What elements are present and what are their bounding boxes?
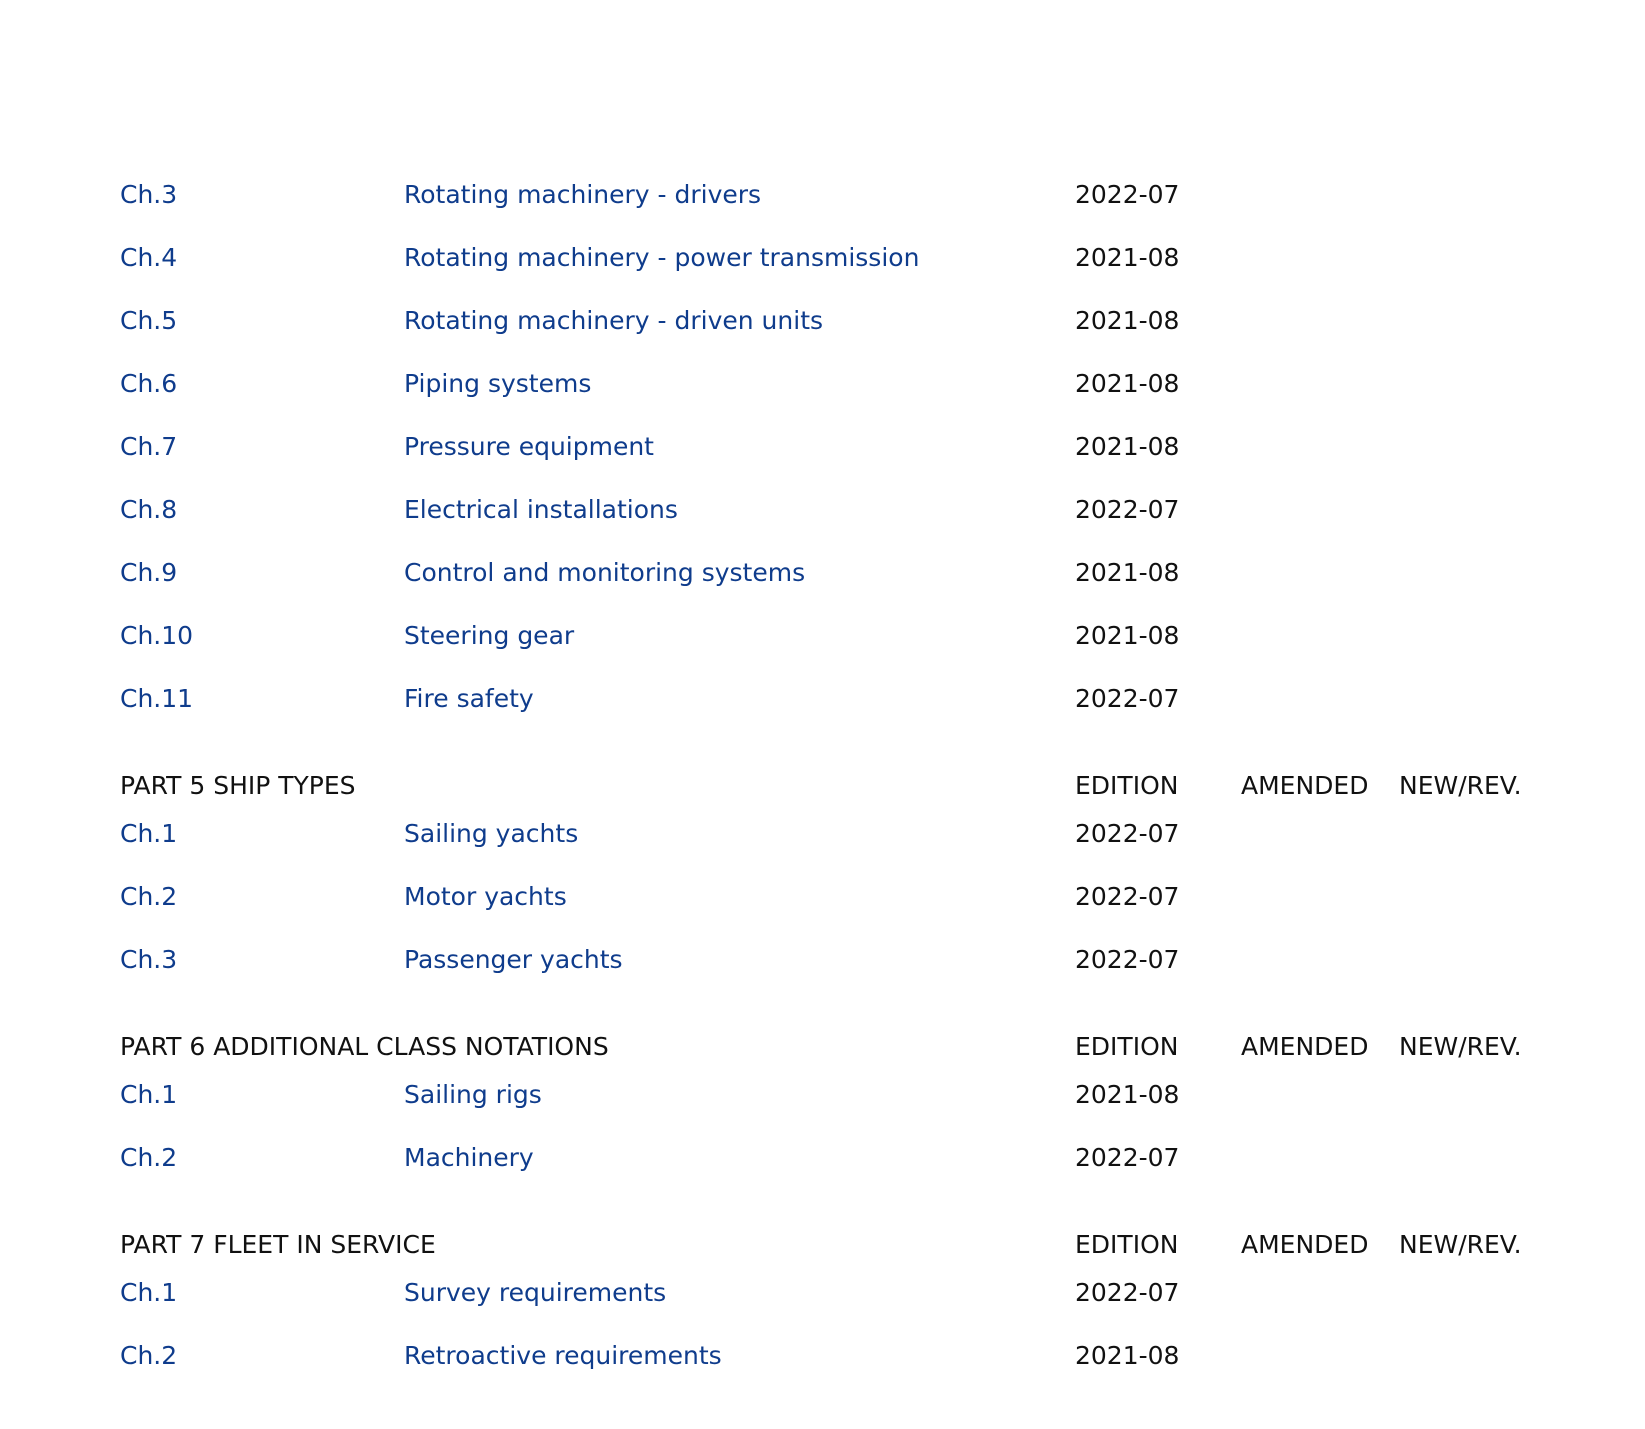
column-header-edition: EDITION — [1075, 1230, 1179, 1259]
chapter-edition: 2021-08 — [1075, 306, 1180, 335]
chapter-title-link[interactable]: Piping systems — [404, 369, 592, 398]
chapter-number-link[interactable]: Ch.2 — [120, 1143, 178, 1172]
chapter-number-link[interactable]: Ch.2 — [120, 882, 178, 911]
chapter-title-link[interactable]: Motor yachts — [404, 882, 567, 911]
column-header-amended: AMENDED — [1241, 771, 1369, 800]
chapter-number-link[interactable]: Ch.7 — [120, 432, 178, 461]
chapter-title-link[interactable]: Rotating machinery - drivers — [404, 180, 762, 209]
chapter-row — [0, 877, 1645, 917]
chapter-row — [0, 1138, 1645, 1178]
chapter-edition: 2021-08 — [1075, 558, 1180, 587]
chapter-title-link[interactable]: Rotating machinery - power transmission — [404, 243, 920, 272]
chapter-number-link[interactable]: Ch.1 — [120, 1278, 178, 1307]
chapter-number-link[interactable]: Ch.9 — [120, 558, 178, 587]
chapter-row — [0, 814, 1645, 854]
column-header-amended: AMENDED — [1241, 1230, 1369, 1259]
section-header-row — [0, 766, 1645, 806]
chapter-row — [0, 1336, 1645, 1376]
chapter-edition: 2022-07 — [1075, 1278, 1180, 1307]
chapter-edition: 2022-07 — [1075, 180, 1180, 209]
chapter-edition: 2021-08 — [1075, 243, 1180, 272]
section-header-row — [0, 1027, 1645, 1067]
chapter-row — [0, 679, 1645, 719]
chapter-title-link[interactable]: Sailing rigs — [404, 1080, 542, 1109]
chapter-edition: 2022-07 — [1075, 684, 1180, 713]
chapter-row — [0, 175, 1645, 215]
chapter-title-link[interactable]: Sailing yachts — [404, 819, 579, 848]
chapter-row — [0, 1273, 1645, 1313]
chapter-edition: 2022-07 — [1075, 1143, 1180, 1172]
chapter-number-link[interactable]: Ch.1 — [120, 1080, 178, 1109]
column-header-new-rev: NEW/REV. — [1399, 1032, 1522, 1061]
chapter-title-link[interactable]: Electrical installations — [404, 495, 678, 524]
chapter-number-link[interactable]: Ch.10 — [120, 621, 194, 650]
chapter-row — [0, 427, 1645, 467]
chapter-edition: 2022-07 — [1075, 882, 1180, 911]
chapter-number-link[interactable]: Ch.3 — [120, 945, 178, 974]
chapter-edition: 2021-08 — [1075, 1341, 1180, 1370]
chapter-title-link[interactable]: Machinery — [404, 1143, 534, 1172]
section-heading: PART 6 ADDITIONAL CLASS NOTATIONS — [120, 1032, 609, 1061]
column-header-new-rev: NEW/REV. — [1399, 771, 1522, 800]
chapter-row — [0, 364, 1645, 404]
chapter-row — [0, 553, 1645, 593]
column-header-edition: EDITION — [1075, 1032, 1179, 1061]
chapter-title-link[interactable]: Rotating machinery - driven units — [404, 306, 824, 335]
chapter-number-link[interactable]: Ch.4 — [120, 243, 178, 272]
chapter-edition: 2022-07 — [1075, 495, 1180, 524]
chapter-row — [0, 1075, 1645, 1115]
chapter-row — [0, 490, 1645, 530]
section-header-row — [0, 1225, 1645, 1265]
column-header-new-rev: NEW/REV. — [1399, 1230, 1522, 1259]
chapter-row — [0, 616, 1645, 656]
chapter-row — [0, 238, 1645, 278]
chapter-edition: 2021-08 — [1075, 432, 1180, 461]
chapter-row — [0, 301, 1645, 341]
section-heading: PART 7 FLEET IN SERVICE — [120, 1230, 436, 1259]
chapter-title-link[interactable]: Fire safety — [404, 684, 534, 713]
chapter-title-link[interactable]: Control and monitoring systems — [404, 558, 806, 587]
chapter-number-link[interactable]: Ch.6 — [120, 369, 178, 398]
chapter-edition: 2021-08 — [1075, 621, 1180, 650]
chapter-title-link[interactable]: Survey requirements — [404, 1278, 667, 1307]
chapter-edition: 2021-08 — [1075, 369, 1180, 398]
chapter-number-link[interactable]: Ch.1 — [120, 819, 178, 848]
chapter-number-link[interactable]: Ch.11 — [120, 684, 194, 713]
chapter-title-link[interactable]: Retroactive requirements — [404, 1341, 722, 1370]
section-heading: PART 5 SHIP TYPES — [120, 771, 356, 800]
chapter-edition: 2022-07 — [1075, 945, 1180, 974]
chapter-edition: 2021-08 — [1075, 1080, 1180, 1109]
chapter-title-link[interactable]: Passenger yachts — [404, 945, 623, 974]
chapter-row — [0, 940, 1645, 980]
chapter-edition: 2022-07 — [1075, 819, 1180, 848]
chapter-number-link[interactable]: Ch.5 — [120, 306, 178, 335]
chapter-number-link[interactable]: Ch.3 — [120, 180, 178, 209]
chapter-number-link[interactable]: Ch.2 — [120, 1341, 178, 1370]
column-header-amended: AMENDED — [1241, 1032, 1369, 1061]
chapter-number-link[interactable]: Ch.8 — [120, 495, 178, 524]
chapter-title-link[interactable]: Steering gear — [404, 621, 575, 650]
chapter-title-link[interactable]: Pressure equipment — [404, 432, 654, 461]
column-header-edition: EDITION — [1075, 771, 1179, 800]
